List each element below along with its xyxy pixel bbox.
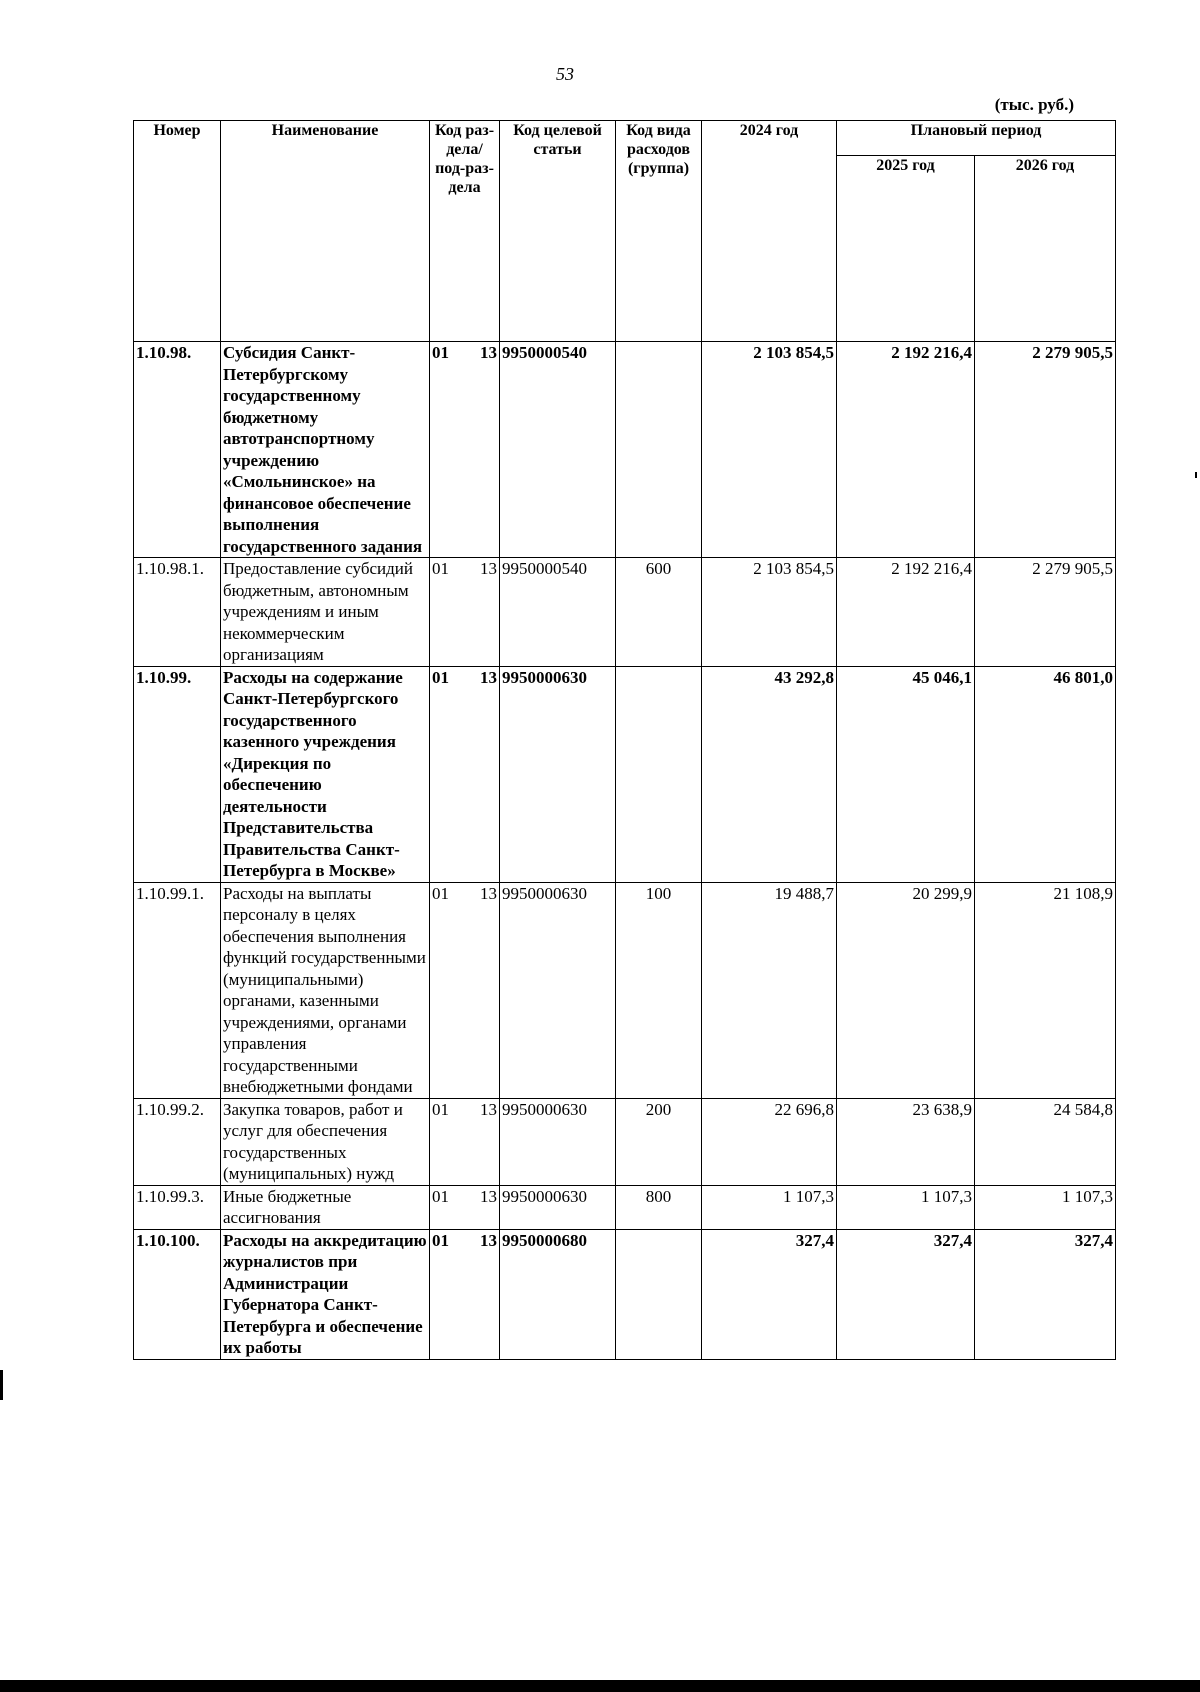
row-section-code <box>430 882 500 1098</box>
row-expense-code: 100 <box>616 882 702 1098</box>
row-amount-2024: 22 696,8 <box>702 1098 837 1185</box>
subsection-code: 13 <box>480 559 497 578</box>
row-target-code: 9950000540 <box>500 342 616 558</box>
units-label: (тыс. руб.) <box>994 95 1074 114</box>
row-amount-2025: 2 192 216,4 <box>837 342 975 558</box>
row-name: Расходы на выплаты персоналу в целях обеспечения выполнения функций государственными (муниципальными) органами, казенными учреждениями, органами управления государственными внебюджетными фондами <box>221 882 430 1098</box>
row-number: 1.10.99. <box>134 666 221 882</box>
subsection-code: 13 <box>480 883 497 903</box>
header-number: Номер <box>134 121 221 342</box>
scan-bottom-edge <box>0 1680 1200 1692</box>
section-code: 01 <box>432 343 449 362</box>
budget-table <box>133 120 1116 1360</box>
row-amount-2026: 46 801,0 <box>975 666 1116 882</box>
row-name: Расходы на содержание Санкт-Петербургского государственного казенного учреждения «Дирекция по обеспечению деятельности Представительства Правительства Санкт-Петербурга в Москве» <box>221 666 430 882</box>
row-expense-code: 600 <box>616 558 702 667</box>
row-amount-2025: 45 046,1 <box>837 666 975 882</box>
row-name: Предоставление субсидий бюджетным, автономным учреждениям и иным некоммерческим организациям <box>221 558 430 667</box>
row-expense-code: 200 <box>616 1098 702 1185</box>
row-name: Расходы на аккредитацию журналистов при Администрации Губернатора Санкт-Петербурга и обеспечение их работы <box>221 1229 430 1359</box>
header-target-code: Код целевой статьи <box>500 121 616 342</box>
row-number: 1.10.99.2. <box>134 1098 221 1185</box>
row-amount-2024: 1 107,3 <box>702 1185 837 1229</box>
table-row <box>134 1098 1116 1185</box>
row-amount-2024: 2 103 854,5 <box>702 558 837 667</box>
subsection-code: 13 <box>480 667 497 687</box>
row-name: Иные бюджетные ассигнования <box>221 1185 430 1229</box>
page-number: 53 <box>556 64 574 84</box>
scan-speck <box>1195 472 1197 478</box>
row-expense-code <box>616 1229 702 1359</box>
section-code: 01 <box>432 559 449 578</box>
table-row <box>134 558 1116 667</box>
row-amount-2026: 327,4 <box>975 1229 1116 1359</box>
row-expense-code: 800 <box>616 1185 702 1229</box>
row-expense-code <box>616 342 702 558</box>
row-amount-2024: 19 488,7 <box>702 882 837 1098</box>
subsection-code: 13 <box>480 1186 497 1206</box>
subsection-code: 13 <box>480 1230 497 1250</box>
row-amount-2026: 1 107,3 <box>975 1185 1116 1229</box>
row-name: Закупка товаров, работ и услуг для обеспечения государственных (муниципальных) нужд <box>221 1098 430 1185</box>
row-target-code: 9950000680 <box>500 1229 616 1359</box>
section-code: 01 <box>432 883 449 903</box>
row-target-code: 9950000630 <box>500 1098 616 1185</box>
section-code: 01 <box>432 1230 449 1250</box>
row-amount-2026: 24 584,8 <box>975 1098 1116 1185</box>
row-amount-2024: 2 103 854,5 <box>702 342 837 558</box>
row-target-code: 9950000630 <box>500 882 616 1098</box>
row-target-code: 9950000630 <box>500 1185 616 1229</box>
row-section-code <box>430 342 500 558</box>
row-section-code <box>430 666 500 882</box>
row-amount-2024: 327,4 <box>702 1229 837 1359</box>
header-year-2024: 2024 год <box>702 121 837 342</box>
scan-edge-mark <box>0 1370 3 1400</box>
row-section-code <box>430 558 500 667</box>
header-planned-period: Плановый период <box>837 121 1116 156</box>
row-amount-2025: 327,4 <box>837 1229 975 1359</box>
row-target-code: 9950000540 <box>500 558 616 667</box>
row-amount-2025: 1 107,3 <box>837 1185 975 1229</box>
row-number: 1.10.98.1. <box>134 558 221 667</box>
table-row <box>134 882 1116 1098</box>
row-number: 1.10.98. <box>134 342 221 558</box>
header-year-2026: 2026 год <box>975 156 1116 342</box>
header-expense-code: Код вида расходов (группа) <box>616 121 702 342</box>
row-number: 1.10.100. <box>134 1229 221 1359</box>
header-name: Наименование <box>221 121 430 342</box>
row-amount-2024: 43 292,8 <box>702 666 837 882</box>
header-section-code: Код раз-дела/ под-раз-дела <box>430 121 500 342</box>
row-amount-2025: 2 192 216,4 <box>837 558 975 667</box>
row-section-code <box>430 1185 500 1229</box>
subsection-code: 13 <box>480 1099 497 1119</box>
table-row <box>134 342 1116 558</box>
row-amount-2026: 2 279 905,5 <box>975 558 1116 667</box>
subsection-code: 13 <box>480 343 497 362</box>
section-code: 01 <box>432 1099 449 1119</box>
table-row <box>134 1185 1116 1229</box>
row-number: 1.10.99.3. <box>134 1185 221 1229</box>
section-code: 01 <box>432 1186 449 1206</box>
row-amount-2026: 2 279 905,5 <box>975 342 1116 558</box>
row-name: Субсидия Санкт-Петербургскому государственному бюджетному автотранспортному учреждению «Смольнинское» на финансовое обеспечение выполнения государственного задания <box>221 342 430 558</box>
row-section-code <box>430 1229 500 1359</box>
section-code: 01 <box>432 667 449 687</box>
row-target-code: 9950000630 <box>500 666 616 882</box>
table-header <box>134 121 1116 342</box>
row-section-code <box>430 1098 500 1185</box>
table-row <box>134 666 1116 882</box>
table-row <box>134 1229 1116 1359</box>
row-number: 1.10.99.1. <box>134 882 221 1098</box>
row-amount-2025: 23 638,9 <box>837 1098 975 1185</box>
header-year-2025: 2025 год <box>837 156 975 342</box>
row-amount-2026: 21 108,9 <box>975 882 1116 1098</box>
row-expense-code <box>616 666 702 882</box>
row-amount-2025: 20 299,9 <box>837 882 975 1098</box>
